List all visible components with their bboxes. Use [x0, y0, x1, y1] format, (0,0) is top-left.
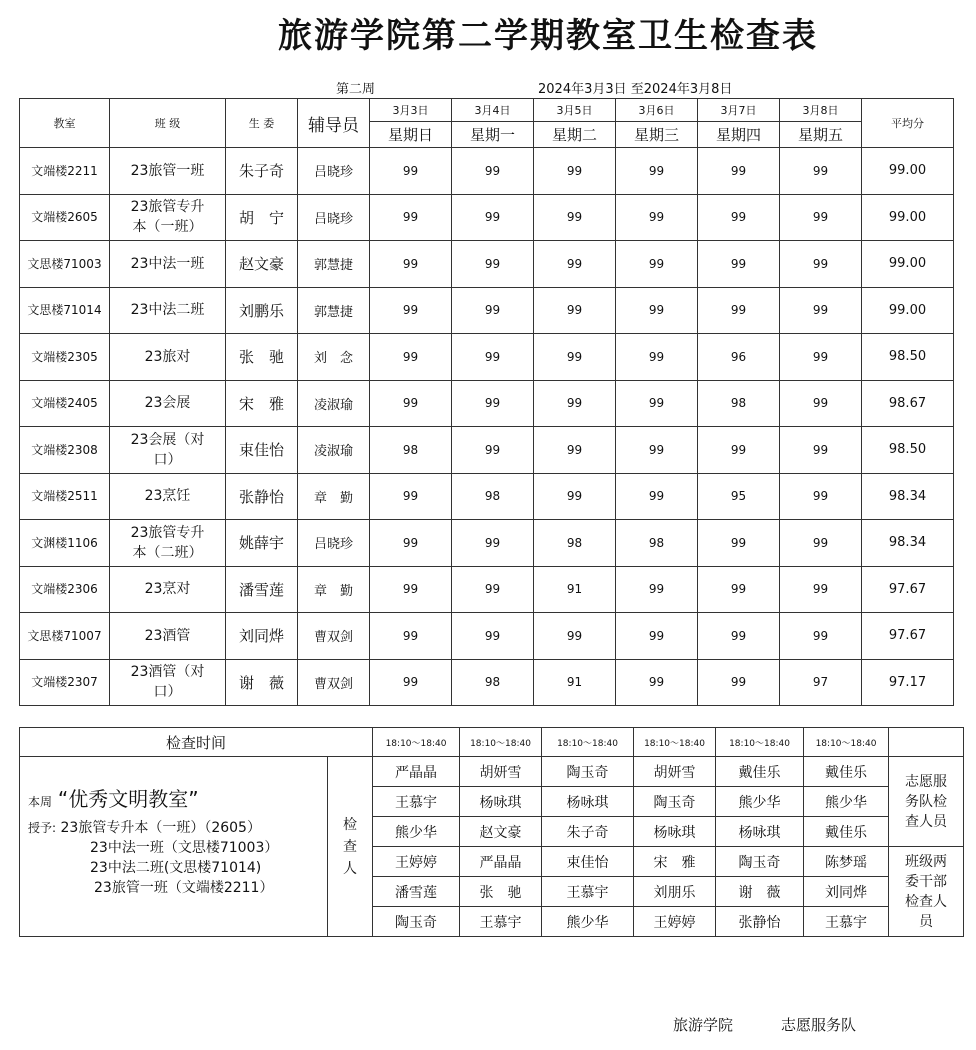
score-cell: 99 [370, 473, 452, 520]
tutor-cell: 凌淑瑜 [298, 427, 370, 474]
tutor-cell: 郭慧捷 [298, 287, 370, 334]
header-date: 3月3日 [370, 99, 452, 122]
inspection-time: 18:10～18:40 [716, 728, 804, 757]
inspector-name: 戴佳乐 [804, 757, 889, 787]
average-cell: 98.50 [862, 427, 954, 474]
room-cell: 文思楼71007 [20, 613, 110, 660]
inspector-name: 张静怡 [716, 907, 804, 937]
score-cell: 98 [370, 427, 452, 474]
score-cell: 98 [534, 520, 616, 567]
committee-cell: 刘同烨 [226, 613, 298, 660]
table-row [20, 334, 954, 381]
inspection-time: 18:10～18:40 [804, 728, 889, 757]
score-cell: 98 [616, 520, 698, 567]
score-cell: 99 [616, 287, 698, 334]
inspector-name: 熊少华 [373, 817, 460, 847]
award-notice [20, 757, 328, 937]
inspector-name: 王婷婷 [373, 847, 460, 877]
score-cell: 99 [616, 380, 698, 427]
committee-cell: 朱子奇 [226, 148, 298, 195]
score-cell: 95 [698, 473, 780, 520]
table-row [20, 241, 954, 288]
score-cell: 99 [616, 334, 698, 381]
score-cell: 99 [780, 473, 862, 520]
inspector-name: 严晶晶 [373, 757, 460, 787]
award-class: 23旅管一班（文端楼2211） [94, 880, 274, 896]
header-weekday: 星期三 [616, 122, 698, 148]
inspection-time: 18:10～18:40 [634, 728, 716, 757]
inspector-name: 胡妍雪 [634, 757, 716, 787]
score-cell: 99 [534, 194, 616, 241]
average-cell: 99.00 [862, 194, 954, 241]
inspection-table [19, 727, 964, 937]
inspector-name: 熊少华 [542, 907, 634, 937]
tutor-cell: 章 勤 [298, 473, 370, 520]
inspector-name: 宋 雅 [634, 847, 716, 877]
score-table-body [20, 148, 954, 706]
inspector-name: 束佳怡 [542, 847, 634, 877]
room-cell: 文端楼2605 [20, 194, 110, 241]
inspector-name: 熊少华 [716, 787, 804, 817]
score-cell: 99 [370, 148, 452, 195]
tutor-cell: 吕晓珍 [298, 520, 370, 567]
room-cell: 文思楼71014 [20, 287, 110, 334]
room-cell: 文端楼2511 [20, 473, 110, 520]
score-cell: 99 [698, 520, 780, 567]
score-cell: 99 [616, 566, 698, 613]
header-date: 3月6日 [616, 99, 698, 122]
footer-college: 旅游学院 [673, 1016, 734, 1034]
role-class: 班级两委干部检查人员 [889, 847, 964, 937]
class-cell: 23中法二班 [110, 287, 226, 334]
award-class: 23中法二班(文思楼71014) [90, 860, 262, 876]
average-cell: 99.00 [862, 287, 954, 334]
score-cell: 99 [780, 566, 862, 613]
header-weekday: 星期四 [698, 122, 780, 148]
score-cell: 99 [616, 659, 698, 706]
committee-cell: 潘雪莲 [226, 566, 298, 613]
score-cell: 99 [780, 241, 862, 288]
score-cell: 99 [370, 613, 452, 660]
score-cell: 99 [370, 194, 452, 241]
score-cell: 99 [698, 148, 780, 195]
page-title: 旅游学院第二学期教室卫生检查表 [278, 16, 818, 56]
room-cell: 文思楼71003 [20, 241, 110, 288]
score-cell: 99 [534, 613, 616, 660]
tutor-cell: 吕晓珍 [298, 194, 370, 241]
score-cell: 99 [698, 241, 780, 288]
tutor-cell: 曹双剑 [298, 613, 370, 660]
score-cell: 99 [616, 194, 698, 241]
score-cell: 91 [534, 566, 616, 613]
average-cell: 99.00 [862, 148, 954, 195]
score-cell: 99 [616, 613, 698, 660]
score-cell: 99 [370, 659, 452, 706]
score-cell: 99 [780, 380, 862, 427]
table-row [20, 194, 954, 241]
score-cell: 99 [616, 241, 698, 288]
inspector-name: 陈梦瑶 [804, 847, 889, 877]
inspection-time-label: 检查时间 [20, 728, 373, 757]
week-label: 第二周 [336, 82, 376, 97]
class-cell: 23会展（对口） [110, 427, 226, 474]
table-row [20, 613, 954, 660]
award-name: “优秀文明教室” [57, 787, 199, 811]
award-class: 23中法一班（文思楼71003） [90, 840, 279, 856]
committee-cell: 姚薛宇 [226, 520, 298, 567]
score-cell: 99 [370, 334, 452, 381]
inspector-name: 胡妍雪 [460, 757, 542, 787]
inspector-name: 张 驰 [460, 877, 542, 907]
score-cell: 99 [452, 427, 534, 474]
inspector-name: 刘同烨 [804, 877, 889, 907]
inspector-name: 陶玉奇 [542, 757, 634, 787]
class-cell: 23酒管 [110, 613, 226, 660]
average-cell: 97.67 [862, 613, 954, 660]
inspector-name: 严晶晶 [460, 847, 542, 877]
committee-cell: 张 驰 [226, 334, 298, 381]
tutor-cell: 曹双剑 [298, 659, 370, 706]
header-date: 3月4日 [452, 99, 534, 122]
header-weekday: 星期日 [370, 122, 452, 148]
average-cell: 98.67 [862, 380, 954, 427]
table-row [20, 473, 954, 520]
inspector-name: 杨咏琪 [716, 817, 804, 847]
inspector-name: 潘雪莲 [373, 877, 460, 907]
class-cell: 23酒管（对口） [110, 659, 226, 706]
score-cell: 99 [780, 427, 862, 474]
award-line [28, 818, 319, 838]
score-cell: 99 [534, 334, 616, 381]
header-weekday: 星期二 [534, 122, 616, 148]
inspection-time: 18:10～18:40 [373, 728, 460, 757]
inspector-name: 陶玉奇 [373, 907, 460, 937]
score-cell: 99 [698, 613, 780, 660]
inspector-name: 杨咏琪 [542, 787, 634, 817]
score-cell: 99 [452, 148, 534, 195]
table-row [20, 148, 954, 195]
score-cell: 99 [616, 427, 698, 474]
tutor-cell: 郭慧捷 [298, 241, 370, 288]
score-cell: 99 [698, 194, 780, 241]
table-row [20, 659, 954, 706]
score-cell: 98 [452, 473, 534, 520]
room-cell: 文端楼2308 [20, 427, 110, 474]
inspector-name: 王婷婷 [634, 907, 716, 937]
checker-label [328, 757, 373, 937]
room-cell: 文端楼2307 [20, 659, 110, 706]
score-cell: 99 [698, 287, 780, 334]
committee-cell: 刘鹏乐 [226, 287, 298, 334]
inspector-name: 陶玉奇 [634, 787, 716, 817]
score-cell: 99 [780, 520, 862, 567]
inspector-name: 杨咏琪 [460, 787, 542, 817]
inspector-name: 王慕宇 [804, 907, 889, 937]
score-cell: 99 [370, 380, 452, 427]
room-cell: 文端楼2211 [20, 148, 110, 195]
score-cell: 99 [534, 241, 616, 288]
score-cell: 99 [370, 566, 452, 613]
average-cell: 98.34 [862, 473, 954, 520]
committee-cell: 胡 宁 [226, 194, 298, 241]
inspector-name: 杨咏琪 [634, 817, 716, 847]
score-cell: 99 [616, 148, 698, 195]
score-cell: 99 [534, 287, 616, 334]
inspector-name: 刘朋乐 [634, 877, 716, 907]
room-cell: 文渊楼1106 [20, 520, 110, 567]
header-tutor: 辅导员 [298, 99, 370, 148]
tutor-cell: 章 勤 [298, 566, 370, 613]
score-cell: 99 [698, 427, 780, 474]
inspector-name: 王慕宇 [373, 787, 460, 817]
score-cell: 99 [780, 287, 862, 334]
tutor-cell: 吕晓珍 [298, 148, 370, 195]
class-cell: 23旅管专升本（二班） [110, 520, 226, 567]
score-cell: 99 [370, 520, 452, 567]
score-cell: 99 [534, 427, 616, 474]
room-cell: 文端楼2306 [20, 566, 110, 613]
inspector-name: 谢 薇 [716, 877, 804, 907]
class-cell: 23烹饪 [110, 473, 226, 520]
award-heading [28, 783, 319, 812]
inspector-name: 熊少华 [804, 787, 889, 817]
checker-text: 检查人 [343, 816, 357, 877]
score-cell: 98 [452, 659, 534, 706]
header-date: 3月7日 [698, 99, 780, 122]
tutor-cell: 凌淑瑜 [298, 380, 370, 427]
header-average: 平均分 [862, 99, 954, 148]
class-cell: 23旅对 [110, 334, 226, 381]
role-volunteer: 志愿服务队检查人员 [889, 757, 964, 847]
inspector-name: 王慕宇 [460, 907, 542, 937]
inspection-time: 18:10～18:40 [542, 728, 634, 757]
score-cell: 99 [452, 613, 534, 660]
date-range: 2024年3月3日 至2024年3月8日 [538, 82, 733, 97]
score-cell: 97 [780, 659, 862, 706]
class-cell: 23旅管一班 [110, 148, 226, 195]
table-row [20, 427, 954, 474]
class-cell: 23会展 [110, 380, 226, 427]
score-cell: 99 [452, 380, 534, 427]
average-cell: 97.17 [862, 659, 954, 706]
class-cell: 23烹对 [110, 566, 226, 613]
committee-cell: 张静怡 [226, 473, 298, 520]
score-cell: 99 [698, 566, 780, 613]
inspection-time: 18:10～18:40 [460, 728, 542, 757]
average-cell: 99.00 [862, 241, 954, 288]
score-cell: 99 [534, 380, 616, 427]
score-cell: 99 [780, 334, 862, 381]
score-cell: 99 [370, 287, 452, 334]
award-class: 23旅管专升本（一班）（2605） [60, 820, 261, 836]
table-row [20, 520, 954, 567]
score-table [19, 98, 954, 706]
inspector-name: 王慕宇 [542, 877, 634, 907]
score-cell: 99 [452, 566, 534, 613]
room-cell: 文端楼2405 [20, 380, 110, 427]
score-cell: 99 [698, 659, 780, 706]
header-committee: 生 委 [226, 99, 298, 148]
inspector-name: 戴佳乐 [716, 757, 804, 787]
average-cell: 97.67 [862, 566, 954, 613]
score-cell: 91 [534, 659, 616, 706]
award-prefix: 本周 [28, 795, 53, 809]
score-cell: 98 [698, 380, 780, 427]
score-cell: 99 [780, 194, 862, 241]
header-date: 3月8日 [780, 99, 862, 122]
score-cell: 99 [452, 287, 534, 334]
committee-cell: 谢 薇 [226, 659, 298, 706]
score-cell: 96 [698, 334, 780, 381]
committee-cell: 赵文豪 [226, 241, 298, 288]
score-cell: 99 [370, 241, 452, 288]
class-cell: 23中法一班 [110, 241, 226, 288]
committee-cell: 束佳怡 [226, 427, 298, 474]
score-cell: 99 [780, 613, 862, 660]
room-cell: 文端楼2305 [20, 334, 110, 381]
committee-cell: 宋 雅 [226, 380, 298, 427]
score-cell: 99 [616, 473, 698, 520]
score-cell: 99 [452, 520, 534, 567]
inspector-name: 陶玉奇 [716, 847, 804, 877]
header-date: 3月5日 [534, 99, 616, 122]
header-room: 教室 [20, 99, 110, 148]
score-cell: 99 [534, 473, 616, 520]
table-row [20, 287, 954, 334]
table-row [20, 566, 954, 613]
inspector-name: 朱子奇 [542, 817, 634, 847]
header-weekday: 星期五 [780, 122, 862, 148]
footer-team: 志愿服务队 [781, 1016, 857, 1034]
score-cell: 99 [452, 194, 534, 241]
table-row [20, 380, 954, 427]
average-cell: 98.50 [862, 334, 954, 381]
tutor-cell: 刘 念 [298, 334, 370, 381]
average-cell: 98.34 [862, 520, 954, 567]
header-weekday: 星期一 [452, 122, 534, 148]
inspector-name: 赵文豪 [460, 817, 542, 847]
score-cell: 99 [780, 148, 862, 195]
class-cell: 23旅管专升本（一班） [110, 194, 226, 241]
score-cell: 99 [534, 148, 616, 195]
blank-cell [889, 728, 964, 757]
score-cell: 99 [452, 334, 534, 381]
score-cell: 99 [452, 241, 534, 288]
award-grant-label: 授予: [28, 821, 57, 835]
header-class: 班 级 [110, 99, 226, 148]
inspector-name: 戴佳乐 [804, 817, 889, 847]
